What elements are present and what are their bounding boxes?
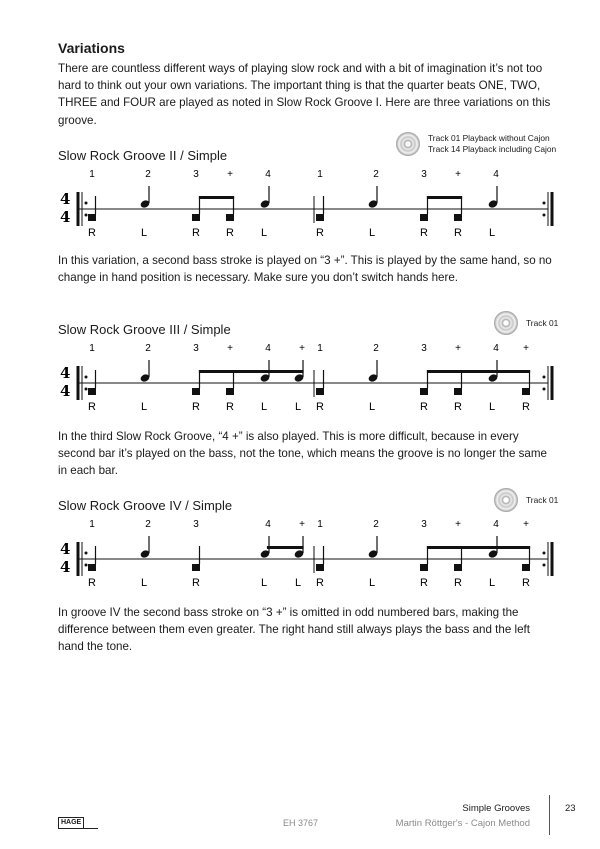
hand-label: R (420, 577, 428, 588)
hand-label: L (260, 227, 268, 238)
track-line: Track 01 Playback without Cajon (428, 133, 550, 143)
repeat-dot (543, 388, 546, 391)
hand-label: R (192, 577, 200, 588)
hand-label: R (316, 577, 324, 588)
beat-count: 4 (265, 169, 271, 180)
beat-count: 1 (89, 343, 95, 354)
time-signature-bottom: 4 (60, 382, 71, 400)
beat-count: 1 (317, 343, 323, 354)
beat-count: + (227, 343, 233, 354)
repeat-dot (543, 564, 546, 567)
notation-svg (58, 168, 558, 238)
hand-label: R (420, 401, 428, 412)
bass-note (226, 214, 234, 221)
bass-note (420, 564, 428, 571)
beat-count: 3 (421, 169, 427, 180)
beat-count: 2 (373, 343, 379, 354)
bass-note (192, 214, 200, 221)
track-info (526, 318, 558, 329)
bass-note (192, 564, 200, 571)
beat-count: 2 (145, 343, 151, 354)
repeat-dot (543, 202, 546, 205)
bass-note (316, 214, 324, 221)
beat-count: + (227, 169, 233, 180)
hand-label: L (140, 577, 148, 588)
hand-label: L (368, 227, 376, 238)
beat-count: 3 (193, 519, 199, 530)
hand-label: R (88, 577, 96, 588)
groove-title: Slow Rock Groove II / Simple (58, 148, 228, 163)
notation-svg (58, 342, 558, 412)
beat-count: 2 (373, 169, 379, 180)
hand-label: R (316, 227, 324, 238)
footer-text (396, 801, 530, 831)
hand-label: L (488, 577, 496, 588)
hand-label: R (226, 401, 234, 412)
beat-count: 3 (421, 343, 427, 354)
time-signature-top: 4 (60, 540, 71, 558)
hand-label: R (88, 227, 96, 238)
repeat-dot (85, 552, 88, 555)
bass-note (88, 564, 96, 571)
beat-count: 4 (265, 519, 271, 530)
repeat-dot (85, 214, 88, 217)
time-signature-bottom: 4 (60, 208, 71, 226)
beat-count: 3 (193, 169, 199, 180)
note-beam (199, 370, 304, 373)
bass-note (88, 214, 96, 221)
section-heading: Variations (58, 40, 125, 56)
beat-count: 2 (145, 519, 151, 530)
intro-paragraph: There are countless different ways of playing slow rock and with a bit of imagination it’s not too hard to think out your own variations. The important thing is that the quarter beats ONE, TWO, THREE and FOUR are played as noted in Slow Rock Groove I. Here are three variations on this groove. (58, 62, 551, 127)
bass-note (522, 564, 530, 571)
beat-count: 3 (193, 343, 199, 354)
hand-label: R (454, 401, 462, 412)
beat-count: + (299, 343, 305, 354)
beat-count: + (455, 519, 461, 530)
bass-note (522, 388, 530, 395)
groove-title: Slow Rock Groove III / Simple (58, 322, 231, 337)
bass-note (316, 564, 324, 571)
bass-note (454, 214, 462, 221)
hand-label: R (192, 401, 200, 412)
hand-label: L (488, 227, 496, 238)
beat-count: + (455, 169, 461, 180)
bass-note (454, 564, 462, 571)
hand-label: L (368, 577, 376, 588)
cd-icon (396, 132, 420, 156)
groove-description: In groove IV the second bass stroke on “3 +” is omitted in odd numbered bars, making the difference between them even greater. The right hand still always plays the bass and the left hand the tone. (58, 606, 530, 654)
hand-label: R (522, 577, 530, 588)
hand-label: R (226, 227, 234, 238)
beat-count: + (523, 343, 529, 354)
repeat-dot (543, 214, 546, 217)
repeat-dot (85, 202, 88, 205)
footer-divider (549, 795, 550, 835)
hand-label: L (260, 401, 268, 412)
hand-label: R (454, 577, 462, 588)
track-line: Track 01 (526, 318, 559, 328)
beat-count: 2 (145, 169, 151, 180)
beat-count: 1 (89, 169, 95, 180)
logo-underline (58, 828, 98, 829)
hand-label: L (140, 227, 148, 238)
edition-code: EH 3767 (283, 818, 319, 828)
hand-label: R (522, 401, 530, 412)
time-signature-top: 4 (60, 190, 71, 208)
beat-count: 1 (89, 519, 95, 530)
note-beam (427, 546, 530, 549)
page-number: 23 (565, 803, 576, 814)
beat-count: 1 (317, 519, 323, 530)
bass-note (226, 388, 234, 395)
hand-label: R (454, 227, 462, 238)
track-line: Track 01 (526, 495, 559, 505)
beat-count: 4 (493, 343, 499, 354)
bass-note (454, 388, 462, 395)
repeat-dot (85, 376, 88, 379)
groove-description: In the third Slow Rock Groove, “4 +” is also played. This is more difficult, because in every second bar it’s played on the bass, not the tone, which means the groove is no longer the same in each bar. (58, 430, 547, 478)
groove-notation (58, 518, 558, 588)
hand-label: R (316, 401, 324, 412)
publisher-logo: HAGE (58, 817, 84, 829)
bass-note (88, 388, 96, 395)
footer-section: Simple Grooves (462, 803, 530, 814)
hand-label: L (294, 577, 302, 588)
hand-label: L (140, 401, 148, 412)
repeat-dot (543, 552, 546, 555)
beat-count: + (523, 519, 529, 530)
note-beam (199, 196, 234, 199)
bass-note (192, 388, 200, 395)
track-line: Track 14 Playback including Cajon (428, 144, 557, 154)
hand-label: L (260, 577, 268, 588)
bass-note (420, 214, 428, 221)
hand-label: L (294, 401, 302, 412)
groove-title: Slow Rock Groove IV / Simple (58, 498, 233, 513)
beat-count: 4 (265, 343, 271, 354)
hand-label: R (192, 227, 200, 238)
track-info (428, 133, 556, 155)
hand-label: R (420, 227, 428, 238)
hand-label: L (488, 401, 496, 412)
bass-note (420, 388, 428, 395)
beat-count: + (455, 343, 461, 354)
repeat-dot (543, 376, 546, 379)
cd-icon (494, 311, 518, 335)
beat-count: + (299, 519, 305, 530)
beat-count: 2 (373, 519, 379, 530)
note-beam (427, 196, 462, 199)
footer-book: Martin Röttger's - Cajon Method (395, 818, 530, 829)
track-info (526, 495, 558, 506)
beat-count: 4 (493, 519, 499, 530)
note-beam (427, 370, 530, 373)
groove-description: In this variation, a second bass stroke is played on “3 +”. This is played by the same hand, so no change in hand position is necessary. Make sure you don’t switch hands here. (58, 254, 552, 285)
bass-note (316, 388, 324, 395)
beat-count: 3 (421, 519, 427, 530)
repeat-dot (85, 564, 88, 567)
cd-icon (494, 488, 518, 512)
groove-notation (58, 342, 558, 412)
hand-label: R (88, 401, 96, 412)
beat-count: 4 (493, 169, 499, 180)
notation-svg (58, 518, 558, 588)
note-beam (267, 546, 304, 549)
time-signature-bottom: 4 (60, 558, 71, 576)
groove-notation (58, 168, 558, 238)
repeat-dot (85, 388, 88, 391)
time-signature-top: 4 (60, 364, 71, 382)
hand-label: L (368, 401, 376, 412)
beat-count: 1 (317, 169, 323, 180)
